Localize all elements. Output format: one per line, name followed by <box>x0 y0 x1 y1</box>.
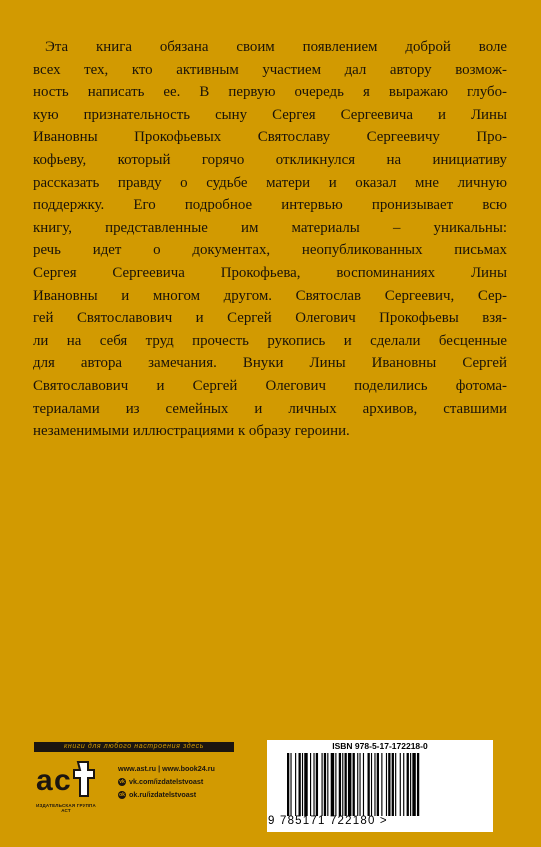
text-line: Ивановны Прокофьевых Святославу Сергеевичу Про- <box>33 129 507 146</box>
barcode-bar <box>299 753 301 816</box>
barcode-bar <box>392 753 394 816</box>
publisher-slogan: книги для любого настроения здесь <box>34 742 234 752</box>
barcode-bar <box>359 753 360 816</box>
text-line: речь идет о документах, неопубликованных письмах <box>33 242 507 259</box>
barcode-bar <box>400 753 401 816</box>
barcode-bar <box>287 753 289 816</box>
publisher-links <box>118 762 215 801</box>
text-line: ли на себя труд прочесть рукопись и сделали бесценные <box>33 332 507 349</box>
text-line: кофьеву, который горячо откликнулся на инициативу <box>33 151 507 168</box>
barcode-bar <box>374 753 375 816</box>
text-line: для автора замечания. Внуки Лины Ивановны Сергей <box>33 355 507 372</box>
text-line: териалами из семейных и личных архивов, ставшими <box>33 400 507 417</box>
vk-link-text: vk.com/izdatelstvoast <box>129 777 204 786</box>
ok-link-text: ok.ru/izdatelstvoast <box>129 790 197 799</box>
annotation-text <box>33 36 507 443</box>
barcode-bar <box>368 753 370 816</box>
barcode-bar <box>290 753 291 816</box>
text-line: Святославович и Сергей Олегович поделились фотома- <box>33 377 507 394</box>
text-line: ность написать ее. В первую очередь я выражаю глубо- <box>33 84 507 101</box>
barcode-bar <box>353 753 355 816</box>
publisher-logo-icon <box>34 756 96 800</box>
barcode-bar <box>331 753 334 816</box>
barcode-bar <box>410 753 411 816</box>
barcode-bar <box>345 753 347 816</box>
vk-icon: vk <box>119 778 125 785</box>
barcode-bar <box>377 753 379 816</box>
svg-text:c: c <box>54 764 71 797</box>
barcode-digits: 9 785171 722180 > <box>268 815 388 827</box>
barcode-bar <box>304 753 307 816</box>
ok-link[interactable] <box>118 788 215 801</box>
text-line: книгу, представленные им материалы – уникальны: <box>33 219 507 236</box>
text-line: Ивановны и многом другом. Святослав Сергеевич, Сер- <box>33 287 507 304</box>
text-line: всех тех, кто активным участием дал автору возмож- <box>33 61 507 78</box>
text-line: кую признательность сыну Сергея Сергеевича и Лины <box>33 106 507 123</box>
barcode-bar <box>403 753 404 816</box>
barcode-bar <box>395 753 396 816</box>
barcode-bar <box>316 753 318 816</box>
vk-link[interactable] <box>118 775 215 788</box>
text-line: Эта книга обязана своим появлением доброй воле <box>45 39 507 55</box>
barcode-bar <box>388 753 390 816</box>
barcode-bar <box>363 753 364 816</box>
barcode-bar <box>327 753 328 816</box>
barcode-bar <box>407 753 409 816</box>
text-line: рассказать правду о судьбе матери и оказал мне личную <box>33 174 507 191</box>
site-links[interactable]: www.ast.ru | www.book24.ru <box>118 764 215 773</box>
barcode-bar <box>348 753 351 816</box>
isbn-label: ISBN 978-5-17-172218-0 <box>332 741 428 751</box>
barcode-bar <box>313 753 314 816</box>
barcode-bar <box>335 753 336 816</box>
barcode-bar <box>310 753 311 816</box>
barcode-bar <box>322 753 323 816</box>
text-line: поддержку. Его подробное интервью пронизывает всю <box>33 197 507 214</box>
svg-text:a: a <box>36 764 53 797</box>
barcode-bar <box>381 753 382 816</box>
barcode-bar <box>342 753 343 816</box>
barcode-icon <box>285 753 475 816</box>
barcode-bar <box>417 753 419 816</box>
barcode-bar <box>324 753 326 816</box>
barcode-bar <box>339 753 341 816</box>
barcode-bar <box>302 753 303 816</box>
text-line: гей Святославович и Сергей Олегович Прокофьевы взя- <box>33 310 507 327</box>
barcode-bar <box>295 753 296 816</box>
barcode-bar <box>357 753 358 816</box>
barcode-bar <box>386 753 387 816</box>
publisher-caption: ИЗДАТЕЛЬСКАЯ ГРУППА АСТ <box>36 803 96 813</box>
barcode-bar <box>412 753 415 816</box>
text-line: незаменимыми иллюстрациями к образу героини. <box>33 423 350 440</box>
text-line: Сергея Сергеевича Прокофьева, воспоминаниях Лины <box>33 264 507 281</box>
ok-icon: ok <box>119 791 125 798</box>
barcode-bar <box>371 753 372 816</box>
